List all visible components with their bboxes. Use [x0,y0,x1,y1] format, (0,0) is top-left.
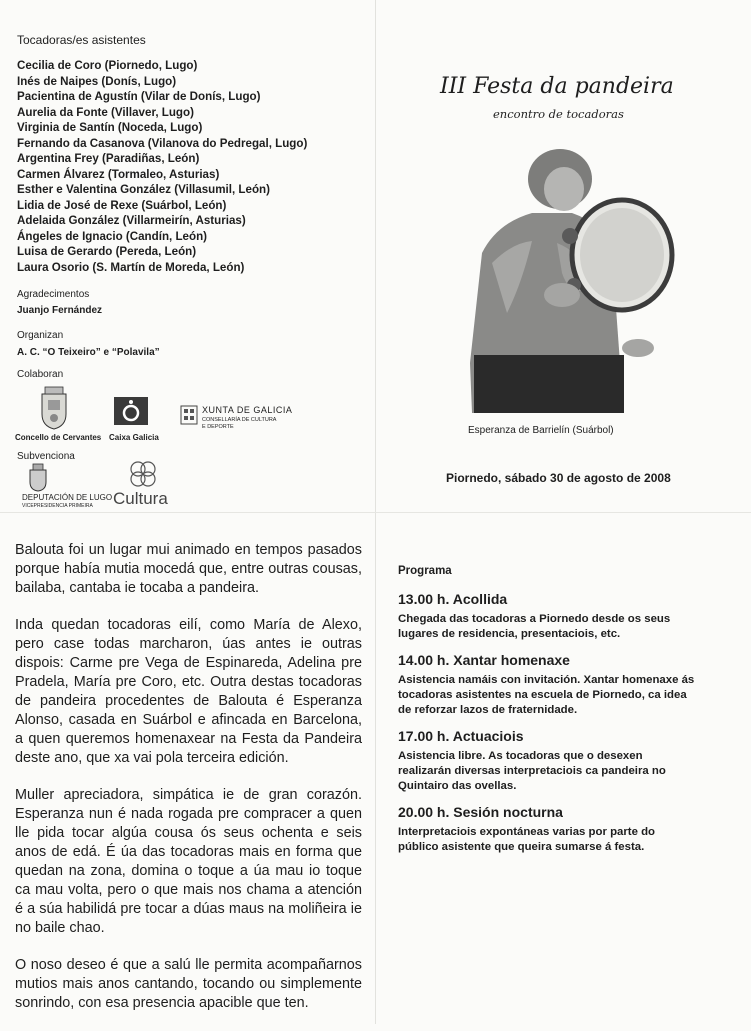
story-paragraph: O noso deseo é que a salú lle permita acompañarnos mutios mais anos cantando, tocando ou simplemente sonrindo, con esa presencia apacible que ten. [15,957,362,1011]
portrait-photo [462,143,680,413]
logo-xunta-line2: E DEPORTE [202,424,234,430]
deputacion-crest-icon [27,462,49,497]
program-time: 17.00 h. Actuaciois [398,728,524,744]
logo-xunta-title: XUNTA DE GALICIA [202,405,293,415]
attendees-heading: Tocadoras/es asistentes [17,33,146,47]
story-paragraph: Inda quedan tocadoras eilí, como María de Alexo, pero case todas marcharon, úas antes ie outras dispois: Carme pre Vega de Espinareda, Adelina pre Pradela, María pre Coro, etc. Outra destas tocadoras de pandeira procedentes de Balouta é Esperanza Alonso, casada en Suárbol e afincada en Barcelona, a quen queremos homenaxear na Festa da Pandeira deste ano, que xa vai pola terceira edición. [15,617,362,766]
attendees-list [17,58,367,275]
cervantes-crest-icon [36,384,72,435]
attendee-item: Laura Osorio (S. Martín de Moreda, León) [17,260,245,274]
program-desc: Chegada das tocadoras a Piornedo desde os seus lugares de residencia, presentaciois, etc. [398,613,671,640]
story-paragraph: Balouta foi un lugar mui animado en tempos pasados porque había mutia mocedá que, entre outras cousas, bailaba, cantaba ie tocaba a pandeira. [15,542,362,596]
logo-xunta-line1: CONSELLARÍA DE CULTURA [202,417,277,423]
attendee-item: Fernando da Casanova (Vilanova do Pedregal, Lugo) [17,136,308,150]
attendee-item: Virginia de Santín (Noceda, Lugo) [17,121,203,134]
program-item [398,652,698,718]
logo-caixa-label: Caixa Galicia [109,433,159,442]
collaborate-heading: Colaboran [17,369,64,380]
attendee-item: Argentina Frey (Paradiñas, León) [17,152,200,165]
fold-line-horizontal [0,512,751,513]
subsidy-heading: Subvenciona [17,451,75,462]
caixa-galicia-logo-icon [113,396,149,431]
attendee-item: Carmen Álvarez (Tormaleo, Asturias) [17,167,220,181]
attendee-item: Esther e Valentina González (Villasumil, León) [17,183,270,196]
program-time: 20.00 h. Sesión nocturna [398,804,563,820]
event-date: Piornedo, sábado 30 de agosto de 2008 [446,471,671,485]
program-item [398,591,698,642]
story-text [15,541,362,1031]
story-paragraph: Muller apreciadora, simpática ie de gran corazón. Esperanza nun é nada rogada pre compracer a quen lle pida tocar algúa cousa ós seus ochenta e seis anos de edá. É úa das tocadoras mais en forma que quedan na zona, domina o toque a úa mau io toque ca mau volta, pero o que mais nos chama a atención é a súa habilidá pre tocar a dúas maus na moliñeira ie no baile chao. [15,787,362,936]
organize-names: A. C. “O Teixeiro” e “Polavila” [17,347,160,358]
program-label: Programa [398,565,452,577]
attendee-item: Aurelia da Fonte (Villaver, Lugo) [17,105,194,119]
attendee-item: Adelaida González (Villarmeirín, Asturias) [17,214,246,227]
logo-deputacion-label: DEPUTACIÓN DE LUGO [22,493,113,502]
program-item [398,804,698,855]
program-desc: Interpretaciois expontáneas varias por parte do público asistente que queira sumarse á festa. [398,826,656,853]
festival-subtitle: encontro de tocadoras [493,107,624,121]
logo-cultura-label: Cultura [113,489,168,508]
festival-title: III Festa da pandeira [440,74,674,99]
attendee-item: Cecilia de Coro (Piornedo, Lugo) [17,59,198,72]
xunta-emblem-icon [180,405,198,430]
program-desc: Asistencia libre. As tocadoras que o desexen realizarán diversas interpretaciois ca pandeira no Quintairo das ovellas. [398,750,666,792]
program-time: 13.00 h. Acollida [398,591,508,607]
logo-deputacion-sub: VICEPRESIDENCIA PRIMEIRA [22,503,93,509]
attendee-item: Lidia de José de Rexe (Suárbol, León) [17,198,227,212]
thanks-name: Juanjo Fernández [17,305,103,316]
attendee-item: Inés de Naipes (Donís, Lugo) [17,74,177,88]
program-item [398,728,698,794]
attendee-item: Pacientina de Agustín (Vilar de Donís, Lugo) [17,90,261,103]
program-desc: Asistencia namáis con invitación. Xantar homenaxe ás tocadoras asistentes na escuela de Piornedo, ca idea de reforzar lazos de fraternidade. [398,674,695,716]
thanks-heading: Agradecimentos [17,289,90,300]
program-section [398,565,698,865]
program-time: 14.00 h. Xantar homenaxe [398,652,570,668]
organize-heading: Organizan [17,330,64,341]
attendee-item: Luisa de Gerardo (Pereda, León) [17,245,197,258]
logo-cervantes-label: Concello de Cervantes [15,433,102,442]
photo-caption: Esperanza de Barrielín (Suárbol) [468,425,614,436]
attendee-item: Ángeles de Ignacio (Candín, León) [17,229,208,243]
